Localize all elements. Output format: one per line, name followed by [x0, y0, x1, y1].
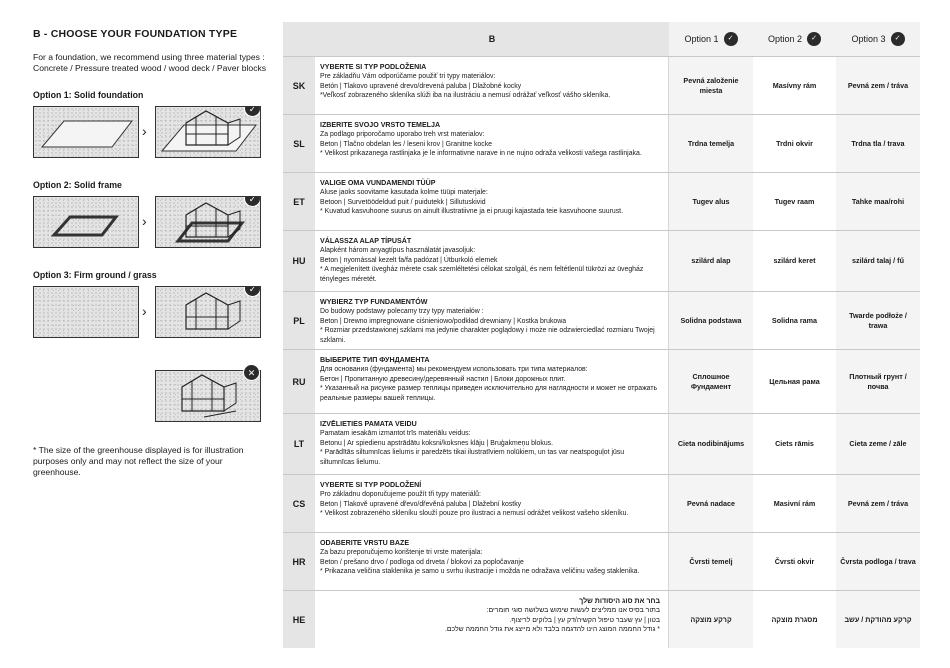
instruction-line: בתור בסיס אנו ממליצים לעשות שימוש בשלושה סוגי חומרים:: [486, 607, 660, 615]
instruction-title: בחר את סוג היסודות שלך: [579, 597, 660, 605]
instruction-title: WYBIERZ TYP FUNDAMENTÓW: [320, 298, 428, 306]
table-row: [283, 172, 920, 230]
language-code: SL: [283, 115, 315, 172]
language-code: RU: [283, 350, 315, 413]
intro-text: For a foundation, we recommend using three material types : Concrete / Pressure treated wood / wood deck / Paver blocks: [33, 52, 267, 73]
language-code: HR: [283, 533, 315, 590]
instruction-text: [315, 591, 669, 648]
table-header: [283, 22, 920, 56]
option-2-value: Trdni okvir: [753, 115, 836, 172]
greenhouse-on-slab-image: [155, 106, 261, 158]
option-3-value: Trdna tla / trava: [836, 115, 920, 172]
instruction-note: * Velikost zobrazeného skleníku slouží pouze pro ilustraci a nemusí odrážet velikost vašeho skleníku.: [320, 510, 629, 518]
table-row: [283, 349, 920, 413]
check-icon: ✓: [244, 286, 261, 297]
option-3-value: Čvrsta podloga / trava: [836, 533, 920, 590]
header-b: B: [315, 22, 669, 56]
greenhouse-on-frame-image: [155, 196, 261, 248]
instruction-line: Pamatam iesakām izmantot trīs materiālu veidus:: [320, 430, 471, 438]
option-2-value: Masívny rám: [753, 57, 836, 114]
instruction-title: VYBERTE SI TYP PODLOŽENIA: [320, 63, 427, 71]
instruction-line: Aluse jaoks soovitame kasutada kolme tüüpi materjale:: [320, 189, 488, 197]
instruction-text: [315, 115, 669, 172]
table-row: [283, 590, 920, 648]
greenhouse-on-grass-image: [155, 286, 261, 338]
option-2-value: Solidna rama: [753, 292, 836, 349]
instruction-line: Pre základňu Vám odporúčame použiť tri typy materiálov:: [320, 73, 496, 81]
instruction-text: [315, 231, 669, 291]
option-3-value: Pevná zem / tráva: [836, 57, 920, 114]
concrete-slab-image: [33, 106, 139, 158]
instruction-materials: Beton / prešano drvo / podloga od drveta / blokovi za popločavanje: [320, 558, 524, 566]
check-icon: ✓: [807, 32, 821, 46]
instruction-line: Za podlago priporočamo uporabo treh vrst materialov:: [320, 131, 485, 139]
instruction-line: Do budowy podstawy polecamy trzy typy materiałów :: [320, 308, 484, 316]
language-code: ET: [283, 173, 315, 230]
instruction-materials: Beton | Drewno impregnowane ciśnieniowo/podkład drewniany | Kostka brukowa: [320, 317, 567, 325]
instruction-materials: Betón | Tlakovo upravené drevo/drevená paluba | Dlažobné kocky: [320, 82, 522, 90]
instruction-line: Za bazu preporučujemo korištenje tri vrste materijala:: [320, 549, 483, 557]
instruction-text: [315, 173, 669, 230]
check-icon: ✓: [891, 32, 905, 46]
table-row: [283, 114, 920, 172]
instruction-text: [315, 57, 669, 114]
instruction-text: [315, 414, 669, 474]
header-option-2-label: Option 2: [767, 34, 803, 44]
instruction-note: * Velikost prikazanega rastlinjaka je le informativne narave in ne nujno odraža velikosti vašega rastlinjaka.: [320, 150, 642, 158]
option-2-value: Ciets rāmis: [753, 414, 836, 474]
language-code: CS: [283, 475, 315, 532]
size-disclaimer: * The size of the greenhouse displayed is for illustration purposes only and may not reflect the size of your greenhouse.: [33, 445, 244, 477]
option-2-value: Masivní rám: [753, 475, 836, 532]
instruction-line: Alapként három anyagtípus használatát javasoljuk:: [320, 247, 476, 255]
option-1-value: Cieta nodibinājums: [669, 414, 753, 474]
left-panel: [33, 28, 273, 444]
language-code: LT: [283, 414, 315, 474]
option-2-value: Tugev raam: [753, 173, 836, 230]
option-1-value: Tugev alus: [669, 173, 753, 230]
instruction-line: Pro základnu doporučujeme použít tři typy materiálů:: [320, 491, 481, 499]
table-body: [283, 56, 920, 648]
option-3-value: קרקע מהודקת / עשב: [836, 591, 920, 648]
option-2-value: Čvrsti okvir: [753, 533, 836, 590]
instruction-title: ODABERITE VRSTU BAZE: [320, 539, 410, 547]
instruction-text: [315, 350, 669, 413]
instruction-materials: בטון | עץ שעבר טיפול הקשיה/דק עץ | בלוקים לריצוף.: [509, 616, 660, 624]
option-3-title: Option 3: Firm ground / grass: [33, 270, 157, 280]
grass-ground-image: [33, 286, 139, 338]
check-icon: ✓: [244, 196, 261, 207]
instruction-materials: Beton | Tlačno obdelan les / leseni krov | Granitne kocke: [320, 140, 492, 148]
check-icon: ✓: [724, 32, 738, 46]
instruction-note: *Veľkosť zobrazeného skleníka slúži iba na ilustráciu a nemusí odrážať veľkosť vášho skleníka.: [320, 92, 611, 100]
option-1-value: Trdna temelja: [669, 115, 753, 172]
chevron-right-icon: ›: [142, 213, 147, 229]
option-1-value: Čvrsti temelj: [669, 533, 753, 590]
option-3-value: szilárd talaj / fű: [836, 231, 920, 291]
instruction-title: VÁLASSZA ALAP TÍPUSÁT: [320, 237, 412, 245]
header-option-3-label: Option 3: [851, 34, 886, 44]
chevron-right-icon: ›: [142, 123, 147, 139]
table-row: [283, 56, 920, 114]
instruction-materials: Beton | Tlakově upravené dřevo/dřevěná paluba | Dlažební kostky: [320, 500, 522, 508]
option-3-value: Tahke maa/rohi: [836, 173, 920, 230]
table-row: [283, 230, 920, 291]
instruction-materials: Betonu | Ar spiedienu apstrādātu koksni/koksnes klāju | Bruģakmeņu blokus.: [320, 439, 554, 447]
instruction-note: * Rozmiar przedstawionej szklarni ma jedynie charakter poglądowy i może nie odzwierciedlać rozmiaru Twojej szklarni.: [320, 327, 655, 344]
option-2-value: מסגרת מוצקה: [753, 591, 836, 648]
header-option-3: [836, 22, 920, 56]
table-row: [283, 532, 920, 590]
option-3-value: Плотный грунт / почва: [836, 350, 920, 413]
foundation-translation-table: [283, 22, 920, 648]
instruction-note: * גודל החממה המוצג הינו להדגמה בלבד ולא מייצג את גודל החממה שלכם.: [444, 626, 660, 634]
option-2-value: szilárd keret: [753, 231, 836, 291]
instruction-text: [315, 292, 669, 349]
instruction-note: * Указанный на рисунке размер теплицы приведен исключительно для наглядности и может не отражать реальные размеры вашей теплицы.: [320, 385, 658, 402]
instruction-title: VALIGE OMA VUNDAMENDI TÜÜP: [320, 179, 436, 187]
option-2-illustration: [33, 196, 273, 254]
instruction-note: * A megjelenített üvegház mérete csak szemléltetési célokat szolgál, és nem feltétlenül tükrözi az üvegház tényleges méretét.: [320, 266, 644, 283]
check-icon: ✓: [244, 106, 261, 117]
header-option-1-label: Option 1: [684, 34, 719, 44]
instruction-text: [315, 533, 669, 590]
instruction-materials: Beton | nyomással kezelt fa/fa padózat | Útburkoló elemek: [320, 256, 498, 264]
wood-frame-image: [33, 196, 139, 248]
language-code: SK: [283, 57, 315, 114]
language-code: HU: [283, 231, 315, 291]
header-option-2: [753, 22, 836, 56]
option-3-illustration: [33, 286, 273, 344]
option-1-value: קרקע מוצקה: [669, 591, 753, 648]
option-1-value: szilárd alap: [669, 231, 753, 291]
instruction-note: * Prikazana veličina staklenika je samo u svrhu ilustracije i možda ne odražava veličinu vašeg staklenika.: [320, 568, 640, 576]
instruction-title: VYBERTE SI TYP PODLOŽENÍ: [320, 481, 422, 489]
header-option-1: [669, 22, 753, 56]
option-2-value: Цельная рама: [753, 350, 836, 413]
incorrect-installation-illustration: [33, 370, 273, 428]
instruction-line: Для основания (фундамента) мы рекомендуем использовать три типа материалов:: [320, 366, 588, 374]
option-1-value: Pevná založenie miesta: [669, 57, 753, 114]
instruction-materials: Betoon | Survetöödeldud puit / puidutekk | Sillutuskivid: [320, 198, 486, 206]
option-1-illustration: [33, 106, 273, 164]
option-2-title: Option 2: Solid frame: [33, 180, 122, 190]
option-1-value: Pevná nadace: [669, 475, 753, 532]
table-row: [283, 474, 920, 532]
instruction-title: IZBERITE SVOJO VRSTO TEMELJA: [320, 121, 441, 129]
instruction-note: * Kuvatud kasvuhoone suurus on ainult illustratiivne ja ei pruugi kajastada teie kasvuhoone suurust.: [320, 208, 623, 216]
instruction-note: * Parādītās siltumnīcas lielums ir paredzēts tikai ilustratīviem nolūkiem, un tas var neatspoguļot jūsu siltumnīcas lielumu.: [320, 449, 625, 466]
option-3-value: Cieta zeme / zāle: [836, 414, 920, 474]
cross-icon: ✕: [243, 364, 260, 381]
instruction-title: ВЫБЕРИТЕ ТИП ФУНДАМЕНТА: [320, 356, 430, 364]
instruction-text: [315, 475, 669, 532]
option-3-value: Twarde podłoże / trawa: [836, 292, 920, 349]
language-code: HE: [283, 591, 315, 648]
table-row: [283, 413, 920, 474]
language-code: PL: [283, 292, 315, 349]
option-1-value: Сплошное Фундамент: [669, 350, 753, 413]
option-1-title: Option 1: Solid foundation: [33, 90, 144, 100]
section-heading: B - CHOOSE YOUR FOUNDATION TYPE: [33, 28, 238, 40]
instruction-materials: Бетон | Пропитанную древесину/деревянный настил | Блоки дорожных плит.: [320, 375, 566, 383]
instruction-title: IZVĒLIETIES PAMATA VEIDU: [320, 420, 417, 428]
option-3-value: Pevná zem / tráva: [836, 475, 920, 532]
header-lang-cell: [283, 22, 315, 56]
chevron-right-icon: ›: [142, 303, 147, 319]
option-1-value: Solidna podstawa: [669, 292, 753, 349]
table-row: [283, 291, 920, 349]
